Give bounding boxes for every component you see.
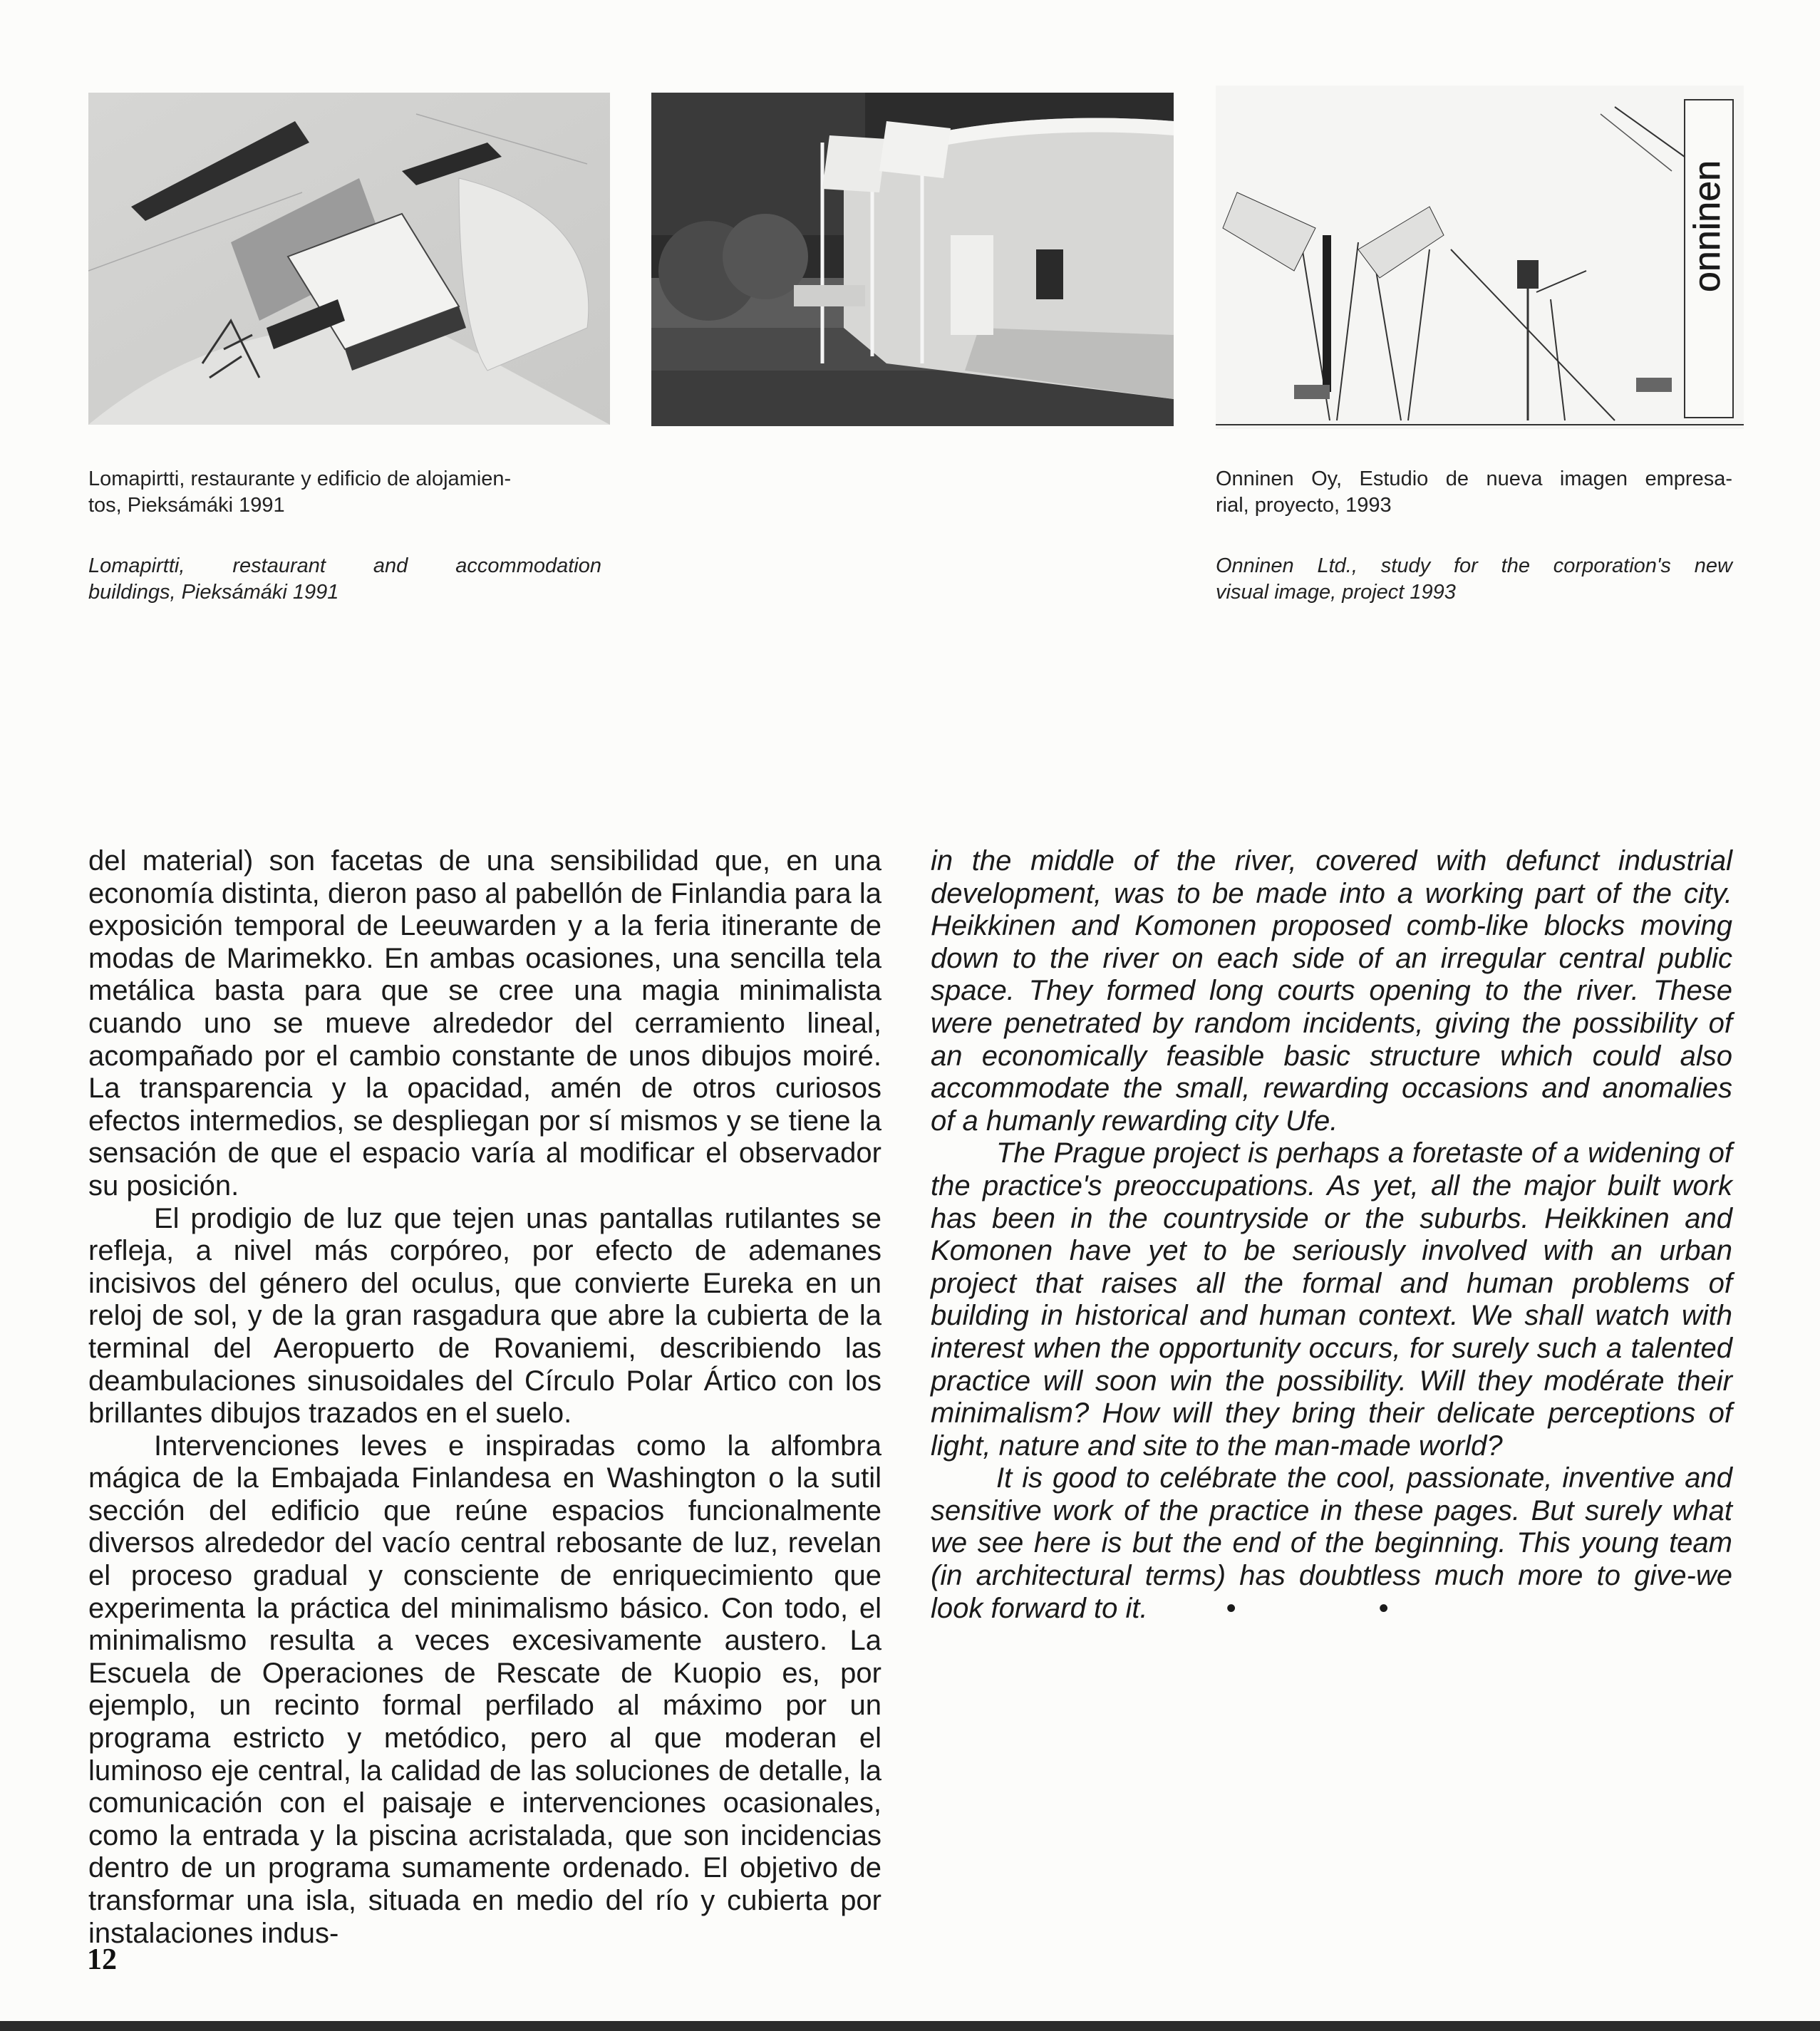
english-paragraph-3: [931, 1462, 1732, 1625]
onninen-logo: onninen: [1687, 160, 1728, 292]
english-paragraph-2: The Prague project is perhaps a foretaste of a widening of the practice's preoccupations. As yet, all the major built work has been in the countryside or the suburbs. Heikkinen and Komonen have yet to be seriously involved with an urban project that raises all the formal and human problems of building in historical and human context. We shall watch with interest when the opportunity occurs, for surely such a talented practice will soon win the possibility. Will they modérate their minimalism? How will they bring their delicate perceptions of light, nature and site to the man-made world?: [931, 1137, 1732, 1462]
lomapirtti-model-photo: [88, 93, 610, 425]
caption-onninen-en-line1: Onninen Ltd., study for the corporation's new: [1216, 554, 1732, 577]
lomapirtti-building-photo: [651, 93, 1174, 426]
caption-lomapirtti-en-line2: buildings, Pieksámáki 1991: [88, 581, 339, 604]
caption-lomapirtti: [88, 466, 601, 606]
spanish-paragraph-3: Intervenciones leves e inspiradas como la alfombra mágica de la Embajada Finlandesa en Washington o la sutil sección del edificio que reúne espacios funcionalmente diversos alrededor del vacío central rebosante de luz, revelan el proceso gradual y consciente de enriquecimiento que experimenta la práctica del minimalismo básico. Con todo, el minimalismo resulta a veces excesivamente austero. La Escuela de Operaciones de Rescate de Kuopio es, por ejemplo, un recinto formal perfilado al máximo por un programa estricto y metódico, pero al que moderan el luminoso eje central, la calidad de las soluciones de detalle, la comunicación con el paisaje e intervenciones ocasionales, como la entrada y la piscina acristalada, que son incidencias dentro de un programa sumamente ordenado. El objetivo de transformar una isla, situada en medio del río y cubierta por instalaciones indus-: [88, 1430, 881, 1949]
caption-lomapirtti-es-line1: Lomapirtti, restaurante y edificio de alojamien-: [88, 467, 512, 490]
caption-onninen-es-line1: Onninen Oy, Estudio de nueva imagen empresa-: [1216, 467, 1732, 490]
caption-onninen-en-line2: visual image, project 1993: [1216, 581, 1456, 604]
spanish-text-column: [88, 845, 881, 1950]
spanish-paragraph-1: del material) son facetas de una sensibilidad que, en una economía distinta, dieron paso al pabellón de Finlandia para la exposición temporal de Leeuwarden y a la feria itinerante de modas de Marimekko. En ambas ocasiones, una sencilla tela metálica basta para que se cree una magia minimalista cuando uno se mueve alrededor del cerramiento lineal, acompañado por el cambio constante de unos dibujos moiré. La transparencia y la opacidad, amén de otros curiosos efectos intermedios, se despliegan por sí mismos y se tiene la sensación de que el espacio varía al modificar el observador su posición.: [88, 845, 881, 1201]
onninen-elevation-drawing: [1216, 86, 1744, 429]
english-text-column: [931, 845, 1732, 1625]
end-mark-bullet: •: [1226, 1592, 1236, 1624]
english-paragraph-1: in the middle of the river, covered with defunct industrial development, was to be made into a working part of the city. Heikkinen and Komonen proposed comb-like blocks moving down to the river on each side of an irregular central public space. They formed long courts opening to the river. These were penetrated by random incidents, giving the possibility of an economically feasible basic structure which could also accommodate the small, rewarding occasions and anomalies of a humanly rewarding city Ufe.: [931, 845, 1732, 1137]
caption-onninen-es-line2: rial, proyecto, 1993: [1216, 494, 1392, 517]
page-number: 12: [87, 1943, 117, 1976]
spanish-paragraph-2: El prodigio de luz que tejen unas pantallas rutilantes se refleja, a nivel más corpóreo, por efecto de ademanes incisivos del género del oculus, que convierte Eureka en un reloj de sol, y de la gran rasgadura que abre la cubierta de la terminal del Aeropuerto de Rovaniemi, describiendo las deambulaciones sinusoidales del Círculo Polar Ártico con los brillantes dibujos trazados en el suelo.: [88, 1202, 881, 1430]
page-bottom-edge: [0, 2021, 1820, 2031]
caption-lomapirtti-en-line1: Lomapirtti, restaurant and accommodation: [88, 554, 601, 577]
english-paragraph-3-text: It is good to celébrate the cool, passionate, inventive and sensitive work of the practice in these pages. But surely what we see here is but the end of the beginning. This young team (in architectural terms) has doubtless much more to give-we look forward to it.: [931, 1462, 1732, 1624]
end-mark-bullet-2: •: [1378, 1592, 1389, 1624]
caption-onninen: [1216, 466, 1732, 606]
caption-lomapirtti-es-line2: tos, Pieksámáki 1991: [88, 494, 285, 517]
